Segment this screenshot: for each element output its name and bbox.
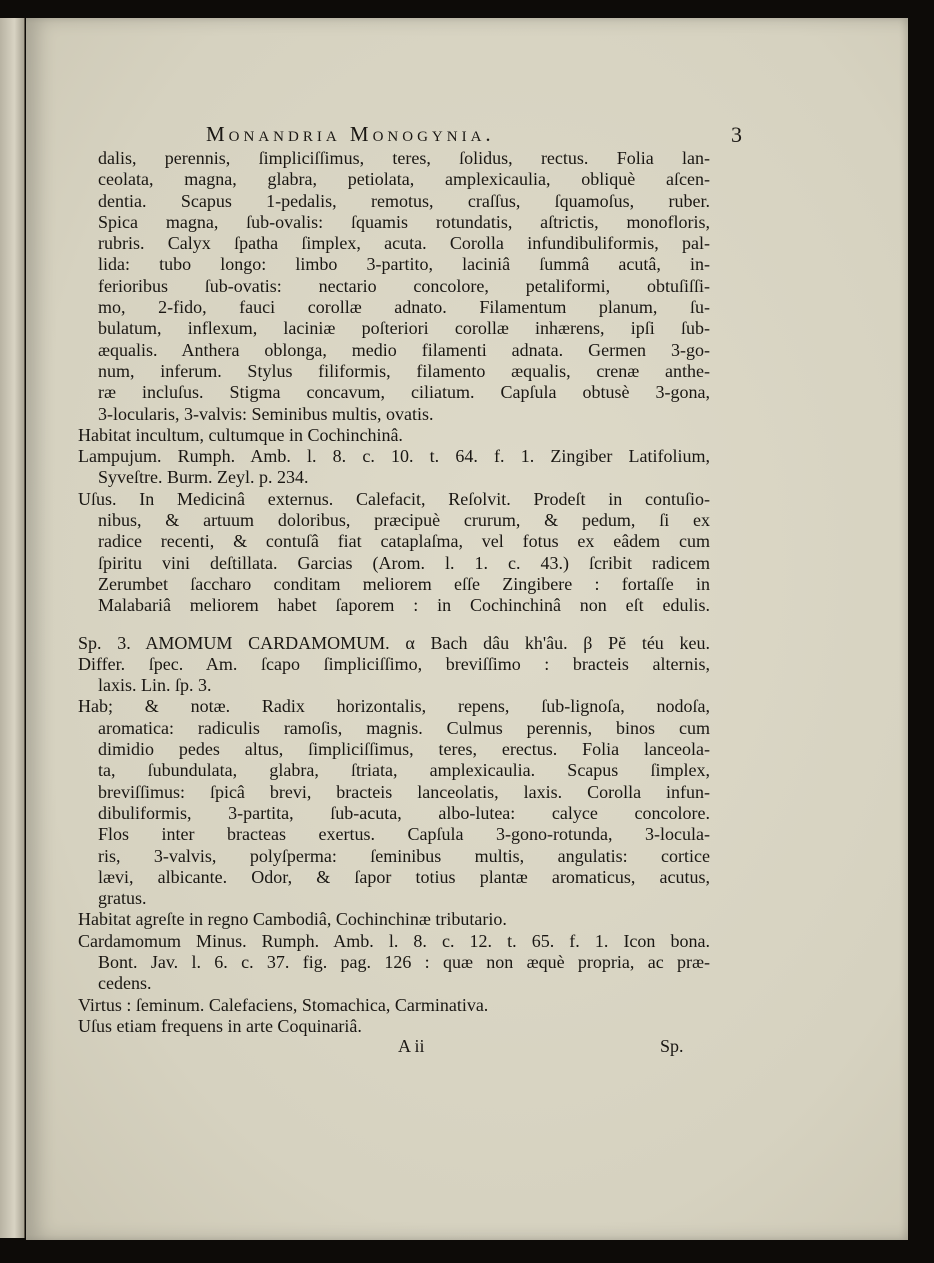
text-line: dentia. Scapus 1-pedalis, remotus, craſſus, ſquamoſus, ruber. [98, 190, 710, 211]
text-line: radice recenti, & contuſâ fiat cataplaſma, vel fotus ex eâdem cum [98, 531, 710, 552]
text-line: cedens. [98, 973, 152, 994]
text-line: gratus. [98, 888, 147, 909]
text-line: Hab; & notæ. Radix horizontalis, repens, ſub-lignoſa, nodoſa, [78, 696, 710, 717]
text-line: breviſſimus: ſpicâ brevi, bracteis lanceolatis, laxis. Corolla infun- [98, 781, 710, 802]
text-line: nibus, & artuum doloribus, præcipuè crurum, & pedum, ſi ex [98, 510, 710, 531]
text-line: Differ. ſpec. Am. ſcapo ſimpliciſſimo, breviſſimo : bracteis alternis, [78, 653, 710, 674]
text-line: Habitat incultum, cultumque in Cochinchinâ. [78, 424, 403, 445]
species-heading: Sp. 3. AMOMUM CARDAMOMUM. α Bach dâu kh'âu. β Pĕ téu keu. [78, 632, 710, 653]
signature-mark: A ii [398, 1036, 425, 1056]
text-line: laxis. Lin. ſp. 3. [98, 675, 212, 696]
text-line: Uſus etiam frequens in arte Coquinariâ. [78, 1015, 362, 1036]
text-line: lævi, albicante. Odor, & ſapor totius plantæ aromaticus, acutus, [98, 866, 710, 887]
text-line: Spica magna, ſub-ovalis: ſquamis rotundatis, aſtrictis, monofloris, [98, 211, 710, 232]
text-line: dibuliformis, 3-partita, ſub-acuta, albo-lutea: calyce concolore. [98, 802, 710, 823]
text-line: Cardamomum Minus. Rumph. Amb. l. 8. c. 12. t. 65. f. 1. Icon bona. [78, 930, 710, 951]
text-line: dalis, perennis, ſimpliciſſimus, teres, ſolidus, rectus. Folia lan- [98, 148, 710, 168]
text-line: Virtus : ſeminum. Calefaciens, Stomachica, Carminativa. [78, 994, 489, 1015]
text-line: Flos inter bracteas exertus. Capſula 3-gono-rotunda, 3-locula- [98, 824, 710, 845]
text-line: Uſus. In Medicinâ externus. Calefacit, Reſolvit. Prodeſt in contuſio- [78, 488, 710, 509]
left-page-edge [0, 18, 25, 1238]
page-number: 3 [731, 122, 746, 147]
running-title: Monandria Monogynia. [206, 122, 495, 146]
text-line: 3-locularis, 3-valvis: Seminibus multis, ovatis. [98, 403, 434, 424]
text-line: Malabariâ meliorem habet ſaporem : in Cochinchinâ non eſt edulis. [98, 595, 710, 616]
text-line: ſpiritu vini deſtillata. Garcias (Arom. l. 1. c. 43.) ſcribit radicem [98, 552, 710, 573]
text-line: ris, 3-valvis, polyſperma: ſeminibus multis, angulatis: cortice [98, 845, 710, 866]
text-line: num, inferum. Stylus filiformis, filamento æqualis, crenæ anthe- [98, 360, 710, 381]
text-line: lida: tubo longo: limbo 3-partito, laciniâ ſummâ acutâ, in- [98, 254, 710, 275]
book-page [26, 18, 908, 1240]
text-line: aromatica: radiculis ramoſis, magnis. Culmus perennis, binos cum [98, 717, 710, 738]
text-line: bulatum, inflexum, laciniæ poſteriori corollæ inhærens, ipſi ſub- [98, 318, 710, 339]
text-line: dimidio pedes altus, ſimpliciſſimus, teres, erectus. Folia lanceola- [98, 739, 710, 760]
text-line: Lampujum. Rumph. Amb. l. 8. c. 10. t. 64. f. 1. Zingiber Latifolium, [78, 446, 710, 467]
text-line: ferioribus ſub-ovatis: nectario concolore, petaliformi, obtuſiſſi- [98, 275, 710, 296]
catchword: Sp. [660, 1036, 684, 1056]
section-gap [98, 617, 710, 633]
text-line: mo, 2-fido, fauci corollæ adnato. Filamentum planum, ſu- [98, 297, 710, 318]
text-line: ta, ſubundulata, glabra, ſtriata, amplexicaulia. Scapus ſimplex, [98, 760, 710, 781]
text-line: rubris. Calyx ſpatha ſimplex, acuta. Corolla infundibuliformis, pal- [98, 233, 710, 254]
text-line: Zerumbet ſaccharo conditam meliorem eſſe Zingibere : fortaſſe in [98, 573, 710, 594]
body-text [78, 148, 710, 1037]
text-line: Syveſtre. Burm. Zeyl. p. 234. [98, 467, 309, 488]
text-line: ceolata, magna, glabra, petiolata, amplexicaulia, obliquè aſcen- [98, 169, 710, 190]
text-line: Habitat agreſte in regno Cambodiâ, Cochinchinæ tributario. [78, 909, 507, 930]
text-line: Bont. Jav. l. 6. c. 37. fig. pag. 126 : quæ non æquè propria, ac præ- [98, 951, 710, 972]
text-line: ræ incluſus. Stigma concavum, ciliatum. Capſula obtusè 3-gona, [98, 382, 710, 403]
text-line: æqualis. Anthera oblonga, medio filamenti adnata. Germen 3-go- [98, 339, 710, 360]
